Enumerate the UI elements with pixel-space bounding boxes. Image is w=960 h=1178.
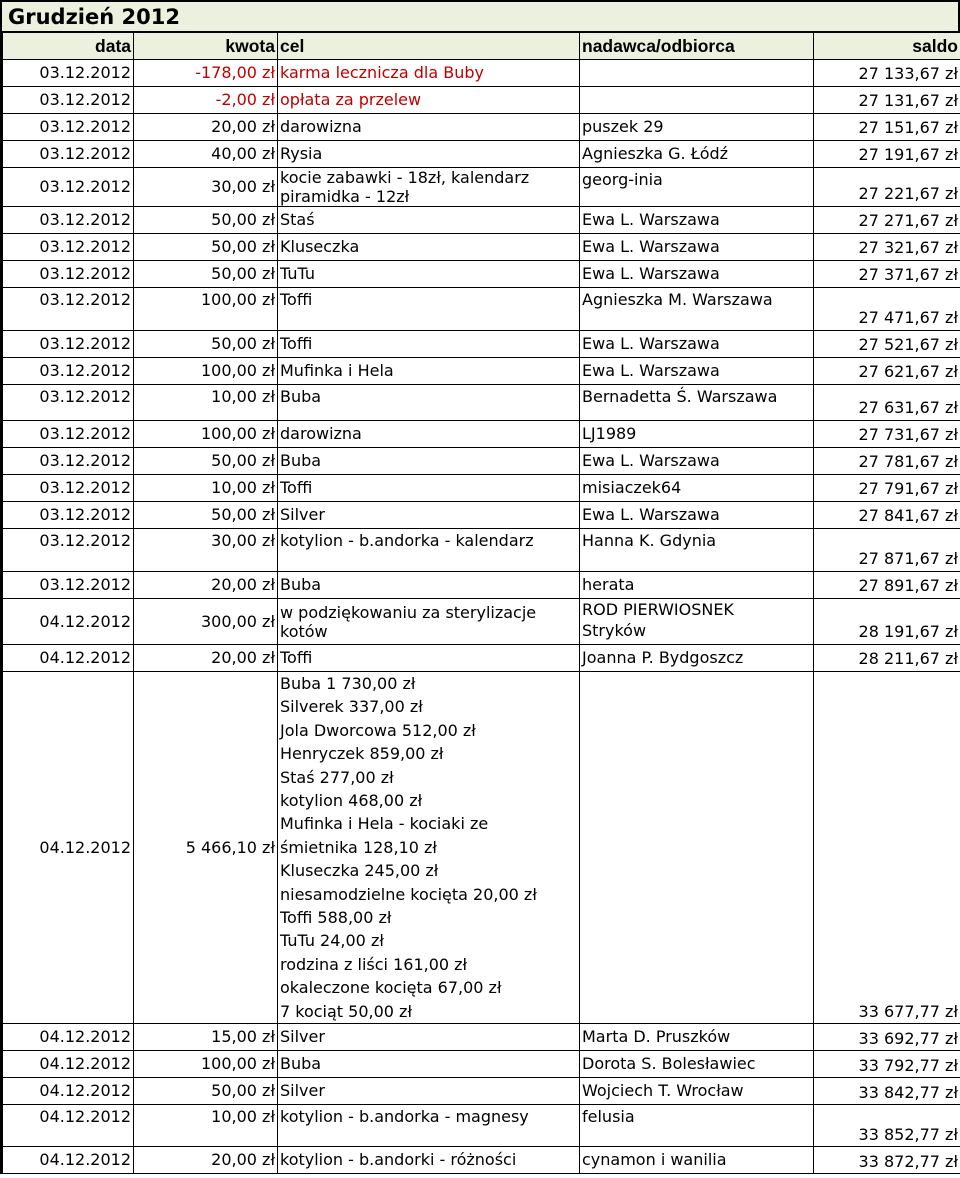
cell-party: Ewa L. Warszawa xyxy=(580,358,814,385)
cell-amount: 50,00 zł xyxy=(134,234,278,261)
cell-purpose: darowizna xyxy=(278,421,580,448)
header-date: data xyxy=(3,33,134,60)
cell-balance: 27 781,67 zł xyxy=(814,448,960,475)
cell-purpose: Toffi xyxy=(278,331,580,358)
cell-balance: 33 677,77 zł xyxy=(814,672,960,1024)
cell-purpose: Buba xyxy=(278,385,580,421)
cell-amount: -2,00 zł xyxy=(134,87,278,114)
cell-amount: 50,00 zł xyxy=(134,261,278,288)
sheet-title: Grudzień 2012 xyxy=(8,5,180,29)
cell-amount: 20,00 zł xyxy=(134,1147,278,1174)
party-line: Stryków xyxy=(582,621,647,640)
cell-balance: 28 211,67 zł xyxy=(814,645,960,672)
cell-party: Joanna P. Bydgoszcz xyxy=(580,645,814,672)
cell-purpose: kotylion - b.andorka - magnesy xyxy=(278,1105,580,1147)
cell-date: 03.12.2012 xyxy=(3,87,134,114)
cell-party xyxy=(580,60,814,87)
table-row xyxy=(3,1024,960,1051)
cell-amount: 50,00 zł xyxy=(134,1078,278,1105)
cell-party: herata xyxy=(580,572,814,599)
cell-date: 03.12.2012 xyxy=(3,358,134,385)
cell-party: Dorota S. Bolesławiec xyxy=(580,1051,814,1078)
cell-amount: -178,00 zł xyxy=(134,60,278,87)
cell-amount: 5 466,10 zł xyxy=(134,672,278,1024)
table-row xyxy=(3,672,960,1024)
cell-purpose: Toffi xyxy=(278,645,580,672)
cell-date: 04.12.2012 xyxy=(3,1147,134,1174)
table-row xyxy=(3,599,960,645)
purpose-line: kocie zabawki - 18zł, kalendarz xyxy=(280,168,530,187)
purpose-line: Henryczek 859,00 zł xyxy=(280,744,444,764)
table-row xyxy=(3,261,960,288)
cell-date: 03.12.2012 xyxy=(3,168,134,207)
table-row xyxy=(3,234,960,261)
table-row xyxy=(3,421,960,448)
cell-party: Ewa L. Warszawa xyxy=(580,234,814,261)
cell-party: Ewa L. Warszawa xyxy=(580,448,814,475)
cell-party: LJ1989 xyxy=(580,421,814,448)
cell-balance: 27 621,67 zł xyxy=(814,358,960,385)
cell-purpose xyxy=(278,599,580,645)
header-amount: kwota xyxy=(134,33,278,60)
purpose-line: Staś 277,00 zł xyxy=(280,767,394,787)
cell-balance: 28 191,67 zł xyxy=(814,599,960,645)
cell-purpose: Mufinka i Hela xyxy=(278,358,580,385)
table-row xyxy=(3,358,960,385)
table-row xyxy=(3,572,960,599)
table-row xyxy=(3,60,960,87)
cell-date: 03.12.2012 xyxy=(3,288,134,331)
cell-balance: 33 872,77 zł xyxy=(814,1147,960,1174)
cell-purpose: Silver xyxy=(278,1024,580,1051)
cell-balance: 27 471,67 zł xyxy=(814,288,960,331)
purpose-line: okaleczone kocięta 67,00 zł xyxy=(280,978,502,998)
purpose-line: TuTu 24,00 zł xyxy=(280,931,384,951)
cell-amount: 50,00 zł xyxy=(134,331,278,358)
cell-amount: 100,00 zł xyxy=(134,421,278,448)
cell-balance: 27 731,67 zł xyxy=(814,421,960,448)
purpose-line: śmietnika 128,10 zł xyxy=(280,837,437,857)
cell-amount: 100,00 zł xyxy=(134,1051,278,1078)
cell-purpose: karma lecznicza dla Buby xyxy=(278,60,580,87)
transactions-body xyxy=(3,60,960,1174)
cell-amount: 20,00 zł xyxy=(134,114,278,141)
cell-balance: 27 191,67 zł xyxy=(814,141,960,168)
table-row xyxy=(3,645,960,672)
cell-amount: 100,00 zł xyxy=(134,288,278,331)
cell-balance: 27 271,67 zł xyxy=(814,207,960,234)
purpose-line: Jola Dworcowa 512,00 zł xyxy=(280,720,476,740)
purpose-line: Mufinka i Hela - kociaki ze xyxy=(280,814,489,834)
table-row xyxy=(3,475,960,502)
cell-balance: 27 891,67 zł xyxy=(814,572,960,599)
table-row xyxy=(3,331,960,358)
cell-date: 03.12.2012 xyxy=(3,448,134,475)
cell-purpose: opłata za przelew xyxy=(278,87,580,114)
cell-purpose: darowizna xyxy=(278,114,580,141)
cell-date: 04.12.2012 xyxy=(3,1105,134,1147)
cell-amount: 300,00 zł xyxy=(134,599,278,645)
cell-party xyxy=(580,87,814,114)
cell-party: felusia xyxy=(580,1105,814,1147)
table-row xyxy=(3,207,960,234)
cell-party: Ewa L. Warszawa xyxy=(580,331,814,358)
purpose-line: Buba 1 730,00 zł xyxy=(280,674,416,693)
header-party: nadawca/odbiorca xyxy=(580,33,814,60)
cell-amount: 20,00 zł xyxy=(134,645,278,672)
cell-balance: 27 321,67 zł xyxy=(814,234,960,261)
cell-purpose xyxy=(278,672,580,1024)
cell-purpose: TuTu xyxy=(278,261,580,288)
cell-balance: 33 792,77 zł xyxy=(814,1051,960,1078)
table-row xyxy=(3,502,960,529)
cell-purpose xyxy=(278,168,580,207)
cell-amount: 50,00 zł xyxy=(134,502,278,529)
cell-purpose: Kluseczka xyxy=(278,234,580,261)
cell-party: Wojciech T. Wrocław xyxy=(580,1078,814,1105)
cell-party: Bernadetta Ś. Warszawa xyxy=(580,385,814,421)
cell-balance: 27 871,67 zł xyxy=(814,529,960,572)
cell-amount: 50,00 zł xyxy=(134,448,278,475)
cell-party: misiaczek64 xyxy=(580,475,814,502)
cell-balance: 27 521,67 zł xyxy=(814,331,960,358)
purpose-line: Kluseczka 245,00 zł xyxy=(280,861,439,881)
cell-date: 03.12.2012 xyxy=(3,572,134,599)
cell-amount: 20,00 zł xyxy=(134,572,278,599)
cell-date: 03.12.2012 xyxy=(3,261,134,288)
table-row xyxy=(3,448,960,475)
cell-date: 03.12.2012 xyxy=(3,234,134,261)
purpose-line: Silverek 337,00 zł xyxy=(280,697,423,717)
table-row xyxy=(3,1051,960,1078)
cell-purpose: Toffi xyxy=(278,475,580,502)
cell-date: 03.12.2012 xyxy=(3,60,134,87)
cell-balance: 27 151,67 zł xyxy=(814,114,960,141)
cell-balance: 27 841,67 zł xyxy=(814,502,960,529)
cell-date: 03.12.2012 xyxy=(3,529,134,572)
cell-party xyxy=(580,599,814,645)
cell-amount: 50,00 zł xyxy=(134,207,278,234)
table-row xyxy=(3,529,960,572)
purpose-line: 7 kociąt 50,00 zł xyxy=(280,1001,412,1021)
table-row xyxy=(3,288,960,331)
cell-balance: 27 133,67 zł xyxy=(814,60,960,87)
purpose-line: Toffi 588,00 zł xyxy=(280,908,392,928)
header-balance: saldo xyxy=(814,33,960,60)
cell-date: 04.12.2012 xyxy=(3,1078,134,1105)
table-row xyxy=(3,114,960,141)
cell-date: 03.12.2012 xyxy=(3,475,134,502)
cell-party: Ewa L. Warszawa xyxy=(580,502,814,529)
cell-purpose: Silver xyxy=(278,1078,580,1105)
cell-date: 03.12.2012 xyxy=(3,114,134,141)
cell-amount: 40,00 zł xyxy=(134,141,278,168)
cell-date: 04.12.2012 xyxy=(3,1024,134,1051)
cell-party: puszek 29 xyxy=(580,114,814,141)
cell-amount: 10,00 zł xyxy=(134,1105,278,1147)
header-row xyxy=(3,33,960,60)
cell-balance: 27 791,67 zł xyxy=(814,475,960,502)
cell-purpose: Buba xyxy=(278,572,580,599)
cell-purpose: kotylion - b.andorki - różności xyxy=(278,1147,580,1174)
cell-date: 04.12.2012 xyxy=(3,645,134,672)
cell-balance: 33 852,77 zł xyxy=(814,1105,960,1147)
purpose-line: kotów xyxy=(280,621,328,641)
purpose-line: w podziękowaniu za sterylizacje xyxy=(280,602,537,622)
table-row xyxy=(3,1078,960,1105)
title-bar xyxy=(2,2,960,32)
transactions-table xyxy=(2,32,960,1174)
purpose-line: kotylion 468,00 zł xyxy=(280,791,423,811)
cell-date: 04.12.2012 xyxy=(3,599,134,645)
cell-date: 03.12.2012 xyxy=(3,141,134,168)
purpose-line: rodzina z liści 161,00 zł xyxy=(280,954,468,974)
cell-date: 03.12.2012 xyxy=(3,207,134,234)
cell-party: Agnieszka G. Łódź xyxy=(580,141,814,168)
cell-purpose: Rysia xyxy=(278,141,580,168)
cell-party: Ewa L. Warszawa xyxy=(580,207,814,234)
cell-purpose: Staś xyxy=(278,207,580,234)
table-row xyxy=(3,1105,960,1147)
cell-party: Marta D. Pruszków xyxy=(580,1024,814,1051)
cell-party xyxy=(580,672,814,1024)
header-purpose: cel xyxy=(278,33,580,60)
cell-amount: 10,00 zł xyxy=(134,475,278,502)
cell-date: 03.12.2012 xyxy=(3,502,134,529)
cell-amount: 30,00 zł xyxy=(134,529,278,572)
cell-amount: 10,00 zł xyxy=(134,385,278,421)
cell-party: georg-inia xyxy=(580,168,814,207)
cell-amount: 15,00 zł xyxy=(134,1024,278,1051)
cell-date: 03.12.2012 xyxy=(3,421,134,448)
cell-balance: 27 131,67 zł xyxy=(814,87,960,114)
cell-balance: 33 842,77 zł xyxy=(814,1078,960,1105)
cell-date: 03.12.2012 xyxy=(3,385,134,421)
cell-purpose: Toffi xyxy=(278,288,580,331)
cell-party: Hanna K. Gdynia xyxy=(580,529,814,572)
cell-date: 03.12.2012 xyxy=(3,331,134,358)
cell-party: Ewa L. Warszawa xyxy=(580,261,814,288)
cell-party: cynamon i wanilia xyxy=(580,1147,814,1174)
table-row xyxy=(3,87,960,114)
cell-balance: 27 371,67 zł xyxy=(814,261,960,288)
cell-date: 04.12.2012 xyxy=(3,672,134,1024)
table-row xyxy=(3,1147,960,1174)
table-row xyxy=(3,141,960,168)
purpose-line: niesamodzielne kocięta 20,00 zł xyxy=(280,884,537,904)
cell-purpose: Buba xyxy=(278,1051,580,1078)
cell-balance: 27 221,67 zł xyxy=(814,168,960,207)
cell-balance: 33 692,77 zł xyxy=(814,1024,960,1051)
cell-amount: 30,00 zł xyxy=(134,168,278,207)
cell-purpose: Silver xyxy=(278,502,580,529)
cell-purpose: Buba xyxy=(278,448,580,475)
table-row xyxy=(3,385,960,421)
cell-date: 04.12.2012 xyxy=(3,1051,134,1078)
party-line: ROD PIERWIOSNEK xyxy=(582,600,734,619)
cell-balance: 27 631,67 zł xyxy=(814,385,960,421)
cell-party: Agnieszka M. Warszawa xyxy=(580,288,814,331)
cell-purpose: kotylion - b.andorka - kalendarz xyxy=(278,529,580,572)
table-row xyxy=(3,168,960,207)
cell-amount: 100,00 zł xyxy=(134,358,278,385)
purpose-line: piramidka - 12zł xyxy=(280,187,410,206)
